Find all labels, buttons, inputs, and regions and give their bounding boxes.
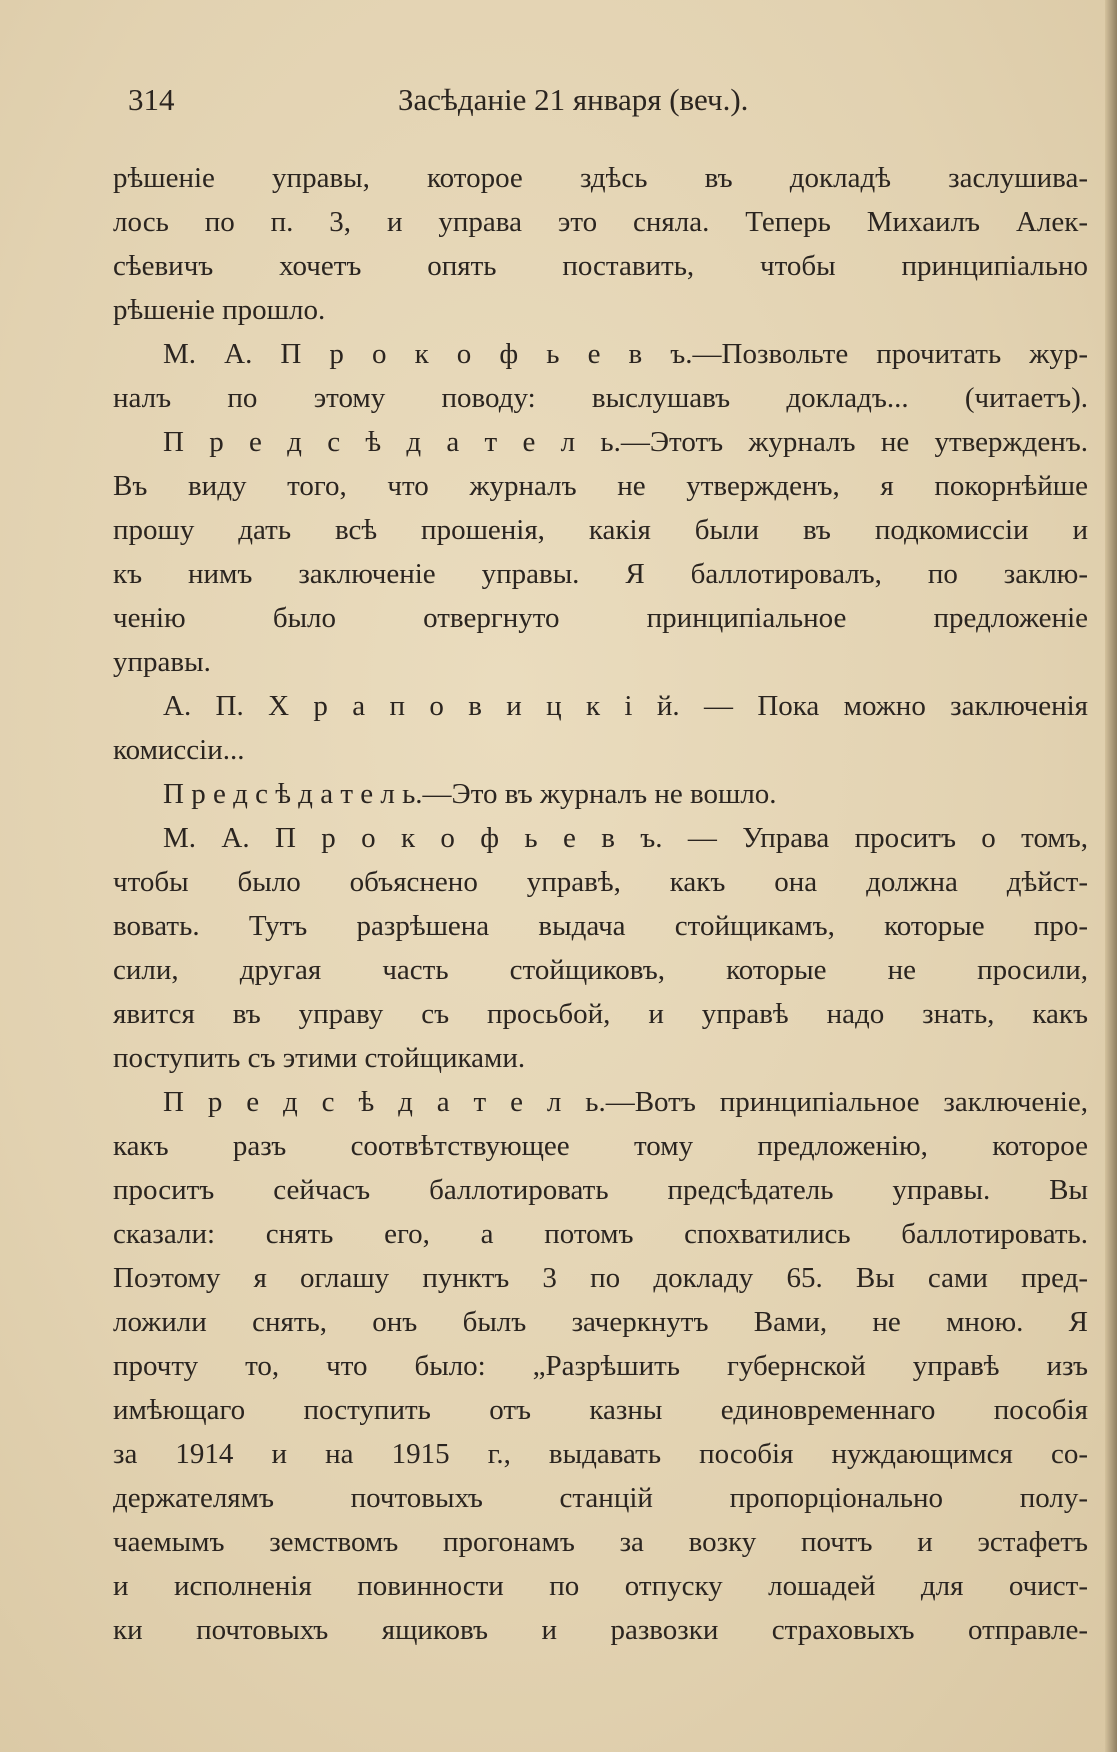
text-line: къ нимъ заключеніе управы. Я баллотировалъ, по заклю- xyxy=(113,558,1088,590)
text-line: за 1914 и на 1915 г., выдавать пособія нуждающимся со- xyxy=(113,1438,1088,1470)
text-line: налъ по этому поводу: выслушавъ докладъ... (читаетъ). xyxy=(113,382,1088,414)
text-line: чтобы было объяснено управѣ, какъ она должна дѣйст- xyxy=(113,866,1088,898)
text-line: М. А. П р о к о ф ь е в ъ. — Управа проситъ о томъ, xyxy=(163,822,1088,854)
text-line: прошу дать всѣ прошенія, какія были въ подкомиссіи и xyxy=(113,514,1088,546)
text-line: П р е д с ѣ д а т е л ь.—Это въ журналъ не вошло. xyxy=(163,778,777,810)
text-line: рѣшеніе управы, которое здѣсь въ докладѣ заслушива- xyxy=(113,162,1088,194)
book-spine-shadow xyxy=(1105,0,1117,1752)
running-title: Засѣданіе 21 января (веч.). xyxy=(398,82,749,117)
text-line: ченію было отвергнуто принципіальное предложеніе xyxy=(113,602,1088,634)
text-line: какъ разъ соотвѣтствующее тому предложенію, которое xyxy=(113,1130,1088,1162)
text-line: П р е д с ѣ д а т е л ь.—Этотъ журналъ не утвержденъ. xyxy=(163,426,1088,458)
text-line: сѣевичъ хочетъ опять поставить, чтобы принципіально xyxy=(113,250,1088,282)
text-line: чаемымъ земствомъ прогонамъ за возку почтъ и эстафетъ xyxy=(113,1526,1088,1558)
text-line: прочту то, что было: „Разрѣшить губернской управѣ изъ xyxy=(113,1350,1088,1382)
page-header xyxy=(128,82,988,126)
text-line: лось по п. 3, и управа это сняла. Теперь Михаилъ Алек- xyxy=(113,206,1088,238)
text-line: комиссіи... xyxy=(113,734,245,766)
text-line: держателямъ почтовыхъ станцій пропорціонально полу- xyxy=(113,1482,1088,1514)
text-line: поступить съ этими стойщиками. xyxy=(113,1042,526,1074)
text-line: явится въ управу съ просьбой, и управѣ надо знать, какъ xyxy=(113,998,1088,1030)
text-line: Въ виду того, что журналъ не утвержденъ, я покорнѣйше xyxy=(113,470,1088,502)
text-line: управы. xyxy=(113,646,211,678)
text-line: ложили снять, онъ былъ зачеркнутъ Вами, не мною. Я xyxy=(113,1306,1088,1338)
text-line: сказали: снять его, а потомъ спохватились баллотировать. xyxy=(113,1218,1088,1250)
page-number: 314 xyxy=(128,82,175,117)
text-line: ки почтовыхъ ящиковъ и развозки страховыхъ отправле- xyxy=(113,1614,1088,1646)
text-line: А. П. Х р а п о в и ц к і й. — Пока можно заключенія xyxy=(163,690,1088,722)
text-line: П р е д с ѣ д а т е л ь.—Вотъ принципіальное заключеніе, xyxy=(163,1086,1088,1118)
text-line: проситъ сейчасъ баллотировать предсѣдатель управы. Вы xyxy=(113,1174,1088,1206)
text-line: М. А. П р о к о ф ь е в ъ.—Позвольте прочитать жур- xyxy=(163,338,1088,370)
text-line: имѣющаго поступить отъ казны единовременнаго пособія xyxy=(113,1394,1088,1426)
text-line: Поэтому я оглашу пунктъ 3 по докладу 65. Вы сами пред- xyxy=(113,1262,1088,1294)
text-line: вовать. Тутъ разрѣшена выдача стойщикамъ, которые про- xyxy=(113,910,1088,942)
text-line: рѣшеніе прошло. xyxy=(113,294,326,326)
page-body xyxy=(113,156,1088,1652)
text-line: сили, другая часть стойщиковъ, которые не просили, xyxy=(113,954,1088,986)
text-line: и исполненія повинности по отпуску лошадей для очист- xyxy=(113,1570,1088,1602)
